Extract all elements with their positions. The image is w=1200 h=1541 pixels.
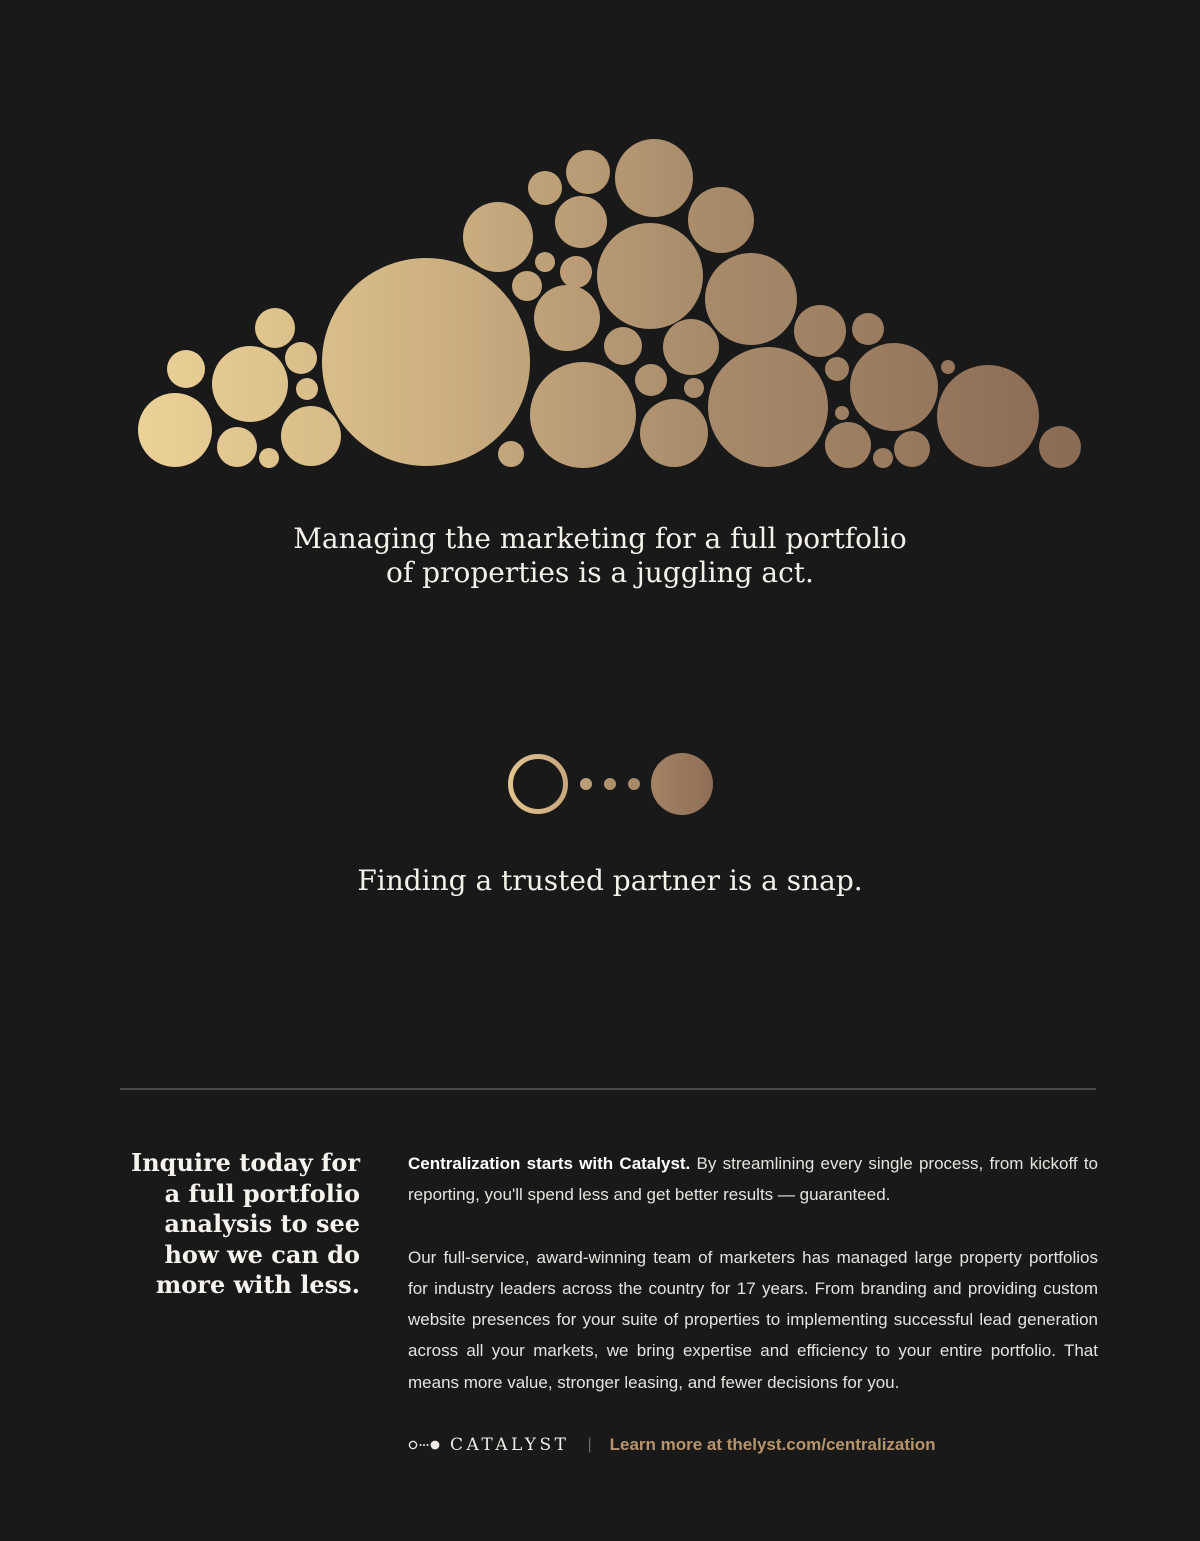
bubble bbox=[615, 139, 693, 217]
snap-headline: Finding a trusted partner is a snap. bbox=[357, 864, 863, 897]
bubble bbox=[873, 448, 893, 468]
hero-headline-line: of properties is a juggling act. bbox=[386, 556, 814, 589]
bubble bbox=[937, 365, 1039, 467]
body-paragraph-1 bbox=[408, 1148, 1098, 1211]
bubble bbox=[663, 319, 719, 375]
hero-headline bbox=[0, 522, 1200, 590]
bubble bbox=[566, 150, 610, 194]
brand-wordmark: CATALYST bbox=[450, 1435, 570, 1455]
bubble bbox=[217, 427, 257, 467]
body-paragraph-2: Our full-service, award-winning team of marketers has managed large property portfolios for industry leaders across the country for 17 years. From branding and providing custom website presences for your suite of properties to implementing successful lead generation across all your markets, we bring expertise and efficiency to your entire portfolio. That means more value, stronger leasing, and fewer decisions for you. bbox=[408, 1247, 1098, 1392]
bubble bbox=[597, 223, 703, 329]
bubble bbox=[296, 378, 318, 400]
bubble bbox=[212, 346, 288, 422]
bubble bbox=[825, 422, 871, 468]
inquire-line: more with less. bbox=[155, 1270, 360, 1299]
dot bbox=[628, 778, 640, 790]
bubble bbox=[555, 196, 607, 248]
bubble bbox=[281, 406, 341, 466]
dot bbox=[580, 778, 592, 790]
bubble bbox=[498, 441, 524, 467]
inquire-line: analysis to see bbox=[164, 1209, 360, 1238]
bubble bbox=[528, 171, 562, 205]
bubble bbox=[684, 378, 704, 398]
bubble bbox=[1039, 426, 1081, 468]
bubble bbox=[604, 327, 642, 365]
body-paragraph-1-text: By streamlining every single process, from kickoff to reporting, you'll spend less and get better results — guaranteed. bbox=[408, 1154, 1099, 1205]
bubble-cluster-graphic bbox=[0, 0, 1200, 500]
dot bbox=[604, 778, 616, 790]
catalyst-logo-mark-icon bbox=[408, 1438, 442, 1452]
inquire-line: Inquire today for bbox=[131, 1148, 360, 1177]
footer bbox=[408, 1432, 936, 1458]
body-copy bbox=[408, 1148, 1098, 1398]
bubble bbox=[708, 347, 828, 467]
bubble bbox=[534, 285, 600, 351]
bubble bbox=[285, 342, 317, 374]
bubble bbox=[835, 406, 849, 420]
bubble bbox=[705, 253, 797, 345]
bubble bbox=[167, 350, 205, 388]
bubble bbox=[463, 202, 533, 272]
bubble bbox=[322, 258, 530, 466]
section-divider bbox=[120, 1088, 1096, 1090]
bubble bbox=[560, 256, 592, 288]
bubble bbox=[852, 313, 884, 345]
bubble bbox=[138, 393, 212, 467]
bubble bbox=[535, 252, 555, 272]
inquire-callout bbox=[100, 1148, 360, 1301]
learn-more-link[interactable]: Learn more at thelyst.com/centralization bbox=[609, 1435, 936, 1454]
bubble bbox=[259, 448, 279, 468]
bubble bbox=[635, 364, 667, 396]
bubble bbox=[512, 271, 542, 301]
body-lead: Centralization starts with Catalyst. bbox=[408, 1154, 691, 1173]
footer-separator: | bbox=[587, 1436, 592, 1453]
bubble bbox=[894, 431, 930, 467]
bubble bbox=[794, 305, 846, 357]
bubble bbox=[825, 357, 849, 381]
bubble bbox=[850, 343, 938, 431]
bubble bbox=[640, 399, 708, 467]
ring-dots-circle-icon bbox=[500, 748, 720, 820]
bubble bbox=[941, 360, 955, 374]
inquire-line: how we can do bbox=[164, 1239, 360, 1269]
bubble bbox=[688, 187, 754, 253]
bubble bbox=[255, 308, 295, 348]
hero-headline-line: Managing the marketing for a full portfolio bbox=[293, 522, 907, 555]
inquire-line: a full portfolio bbox=[164, 1178, 360, 1208]
filled-circle bbox=[651, 753, 713, 815]
bubble bbox=[530, 362, 636, 468]
open-ring bbox=[511, 757, 566, 812]
